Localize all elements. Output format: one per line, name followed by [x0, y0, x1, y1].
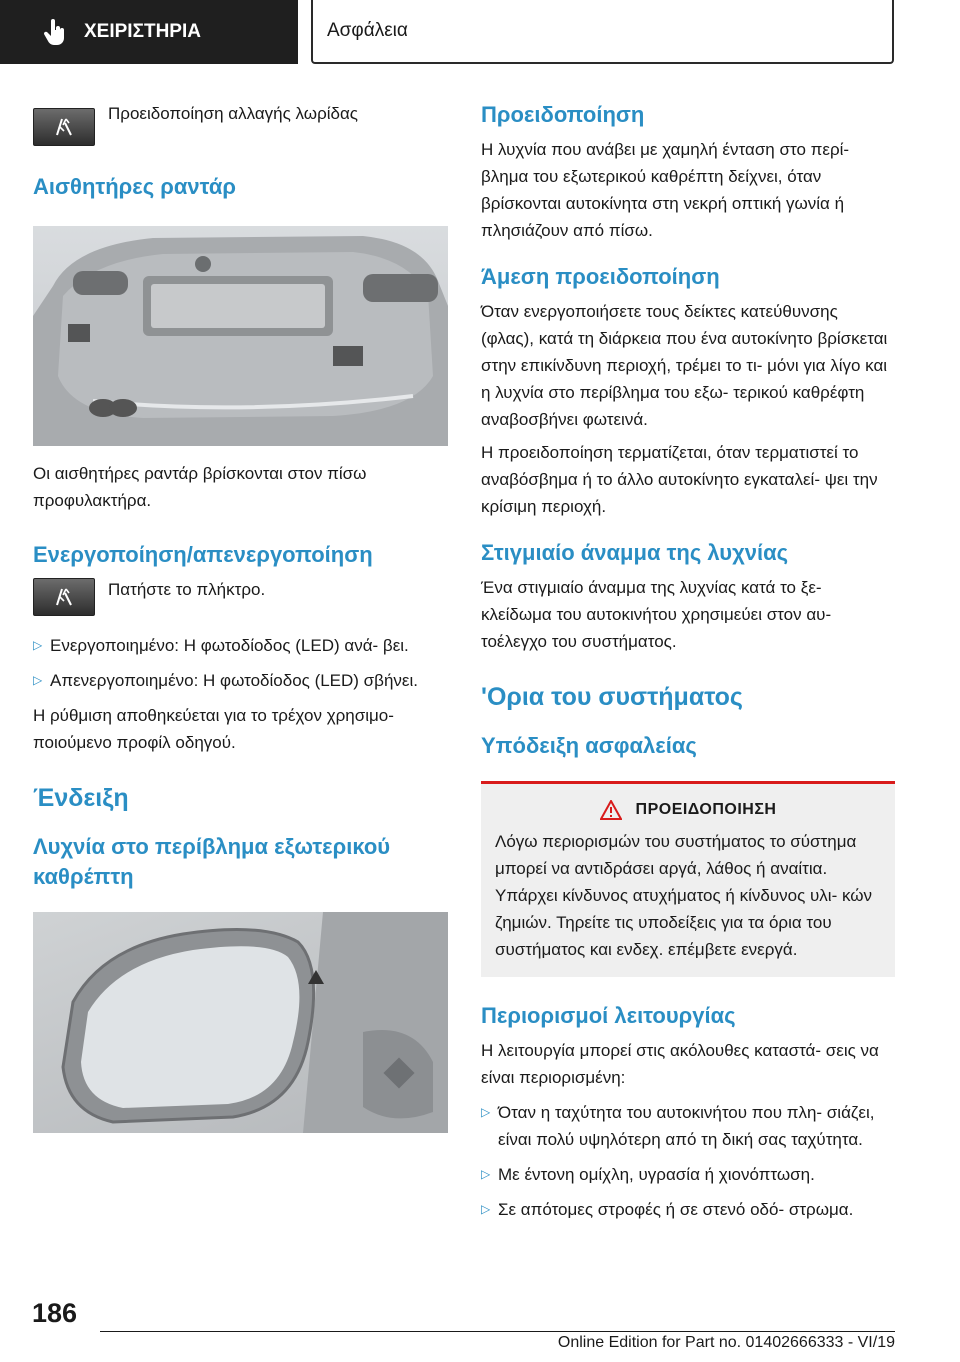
lane-change-button-2[interactable] [33, 578, 95, 616]
flash-heading: Στιγμιαίο άναμμα της λυχνίας [481, 540, 789, 565]
lane-change-warning-icon [52, 587, 76, 607]
radar-heading: Αισθητήρες ραντάρ [33, 174, 236, 199]
warning-box-title-row [495, 800, 881, 820]
warning-box-title: ΠΡΟΕΙΔΟΠΟΙΗΣΗ [635, 801, 777, 818]
warning-heading: Προειδοποίηση [481, 102, 645, 127]
bullet-triangle-icon: ▷ [481, 1202, 491, 1216]
footer-divider [100, 1331, 895, 1332]
limits-heading: 'Ορια του συστήματος [481, 683, 743, 711]
function-limits-text: Η λειτουργία μπορεί στις ακόλουθες καταστά- σεις να είναι περιορισμένη: [481, 1041, 879, 1087]
press-button-text: Πατήστε το πλήκτρο. [108, 580, 266, 599]
lane-change-label: Προειδοποίηση αλλαγής λωρίδας [108, 104, 358, 123]
section-tab-label: Ασφάλεια [327, 20, 408, 41]
warning-triangle-icon [600, 800, 622, 820]
mirror-heading: Λυχνία στο περίβλημα εξωτερικού καθρέπτη [33, 834, 391, 889]
list-item: ▷ Όταν η ταχύτητα του αυτοκινήτου που πλη- σιάζει, είναι πολύ υψηλότερη από τη δική σας ταχύτητα. [481, 1099, 895, 1153]
bullet-triangle-icon: ▷ [33, 638, 43, 652]
section-tab[interactable] [311, 0, 894, 64]
page-number: 186 [32, 1298, 78, 1328]
warning-box [481, 781, 895, 977]
warning-box-text: Λόγω περιορισμών του συστήματος το σύστημα μπορεί να αντιδράσει αργά, λάθος ή αναίτια. Υπάρχει κίνδυνος ατυχήματος ή κίνδυνος υλι- κών ζημιών. Τηρείτε τις υποδείξεις για τα όρια του συστήματος και ενδεχ. επέμβετε ενεργά. [495, 832, 873, 959]
mirror-image [33, 912, 448, 1133]
function-limits-heading: Περιορισμοί λειτουργίας [481, 1003, 736, 1028]
warning-text: Η λυχνία που ανάβει με χαμηλή ένταση στο περί- βλημα του εξωτερικού καθρέπτη δείχνει, όταν βρίσκονται αυτοκίνητα στη νεκρή οπτική γωνία ή πλησιάζουν από πίσω. [481, 140, 850, 240]
manual-tab-label: ΧΕΙΡΙΣΤΗΡΙΑ [84, 21, 201, 42]
press-button-row [33, 576, 448, 616]
radar-sensor-image [33, 226, 448, 446]
display-heading: Ένδειξη [33, 784, 129, 812]
bullet-triangle-icon: ▷ [481, 1105, 491, 1119]
direct-warning-text-2: Η προειδοποίηση τερματίζεται, όταν τερματιστεί το αναβόσβημα ή το άλλο αυτοκίνητο εγκαταλεί- ψει την κρίσιμη περιοχή. [481, 443, 878, 516]
bullet-triangle-icon: ▷ [33, 673, 43, 687]
activation-heading: Ενεργοποίηση/απενεργοποίηση [33, 542, 373, 567]
bullet-triangle-icon: ▷ [481, 1167, 491, 1181]
lane-change-warning-icon [52, 117, 76, 137]
list-item: ▷ Ενεργοποιημένο: Η φωτοδίοδος (LED) ανά- βει. [33, 632, 448, 659]
lane-change-row [33, 100, 448, 146]
direct-warning-text-1: Όταν ενεργοποιήσετε τους δείκτες κατεύθυνσης (φλας), κατά τη διάρκεια που ένα αυτοκίνητο βρίσκεται στην επικίνδυνη περιοχή, τρέμει το τι- μόνι για λίγο και η λυχνία στο περίβλημα του εξω- τερικού καθρέφτη αναβοσβήνει φωτεινά. [481, 302, 888, 429]
direct-warning-heading: Άμεση προειδοποίηση [481, 264, 720, 289]
footer-edition: Online Edition for Part no. 01402666333 - VI/19 [557, 1334, 895, 1351]
radar-caption: Οι αισθητήρες ραντάρ βρίσκονται στον πίσω προφυλακτήρα. [33, 464, 367, 510]
safety-heading: Υπόδειξη ασφαλείας [481, 733, 697, 758]
list-item: ▷ Σε απότομες στροφές ή σε στενό οδό- στρωμα. [481, 1196, 895, 1223]
list-item: ▷ Με έντονη ομίχλη, υγρασία ή χιονόπτωση. [481, 1161, 895, 1188]
right-column [481, 100, 895, 1223]
hand-pointer-icon [40, 17, 70, 47]
setting-saved-text: Η ρύθμιση αποθηκεύεται για το τρέχον χρησιμο- ποιούμενο προφίλ οδηγού. [33, 706, 394, 752]
left-column [33, 100, 448, 1133]
list-item: ▷ Απενεργοποιημένο: Η φωτοδίοδος (LED) σβήνει. [33, 667, 448, 694]
lane-change-button[interactable] [33, 108, 95, 146]
manual-tab[interactable] [0, 0, 298, 64]
flash-text: Ένα στιγμιαίο άναμμα της λυχνίας κατά το ξε- κλείδωμα του αυτοκινήτου χρησιμεύει στον αυ- τοέλεγχο του συστήματος. [481, 578, 832, 651]
